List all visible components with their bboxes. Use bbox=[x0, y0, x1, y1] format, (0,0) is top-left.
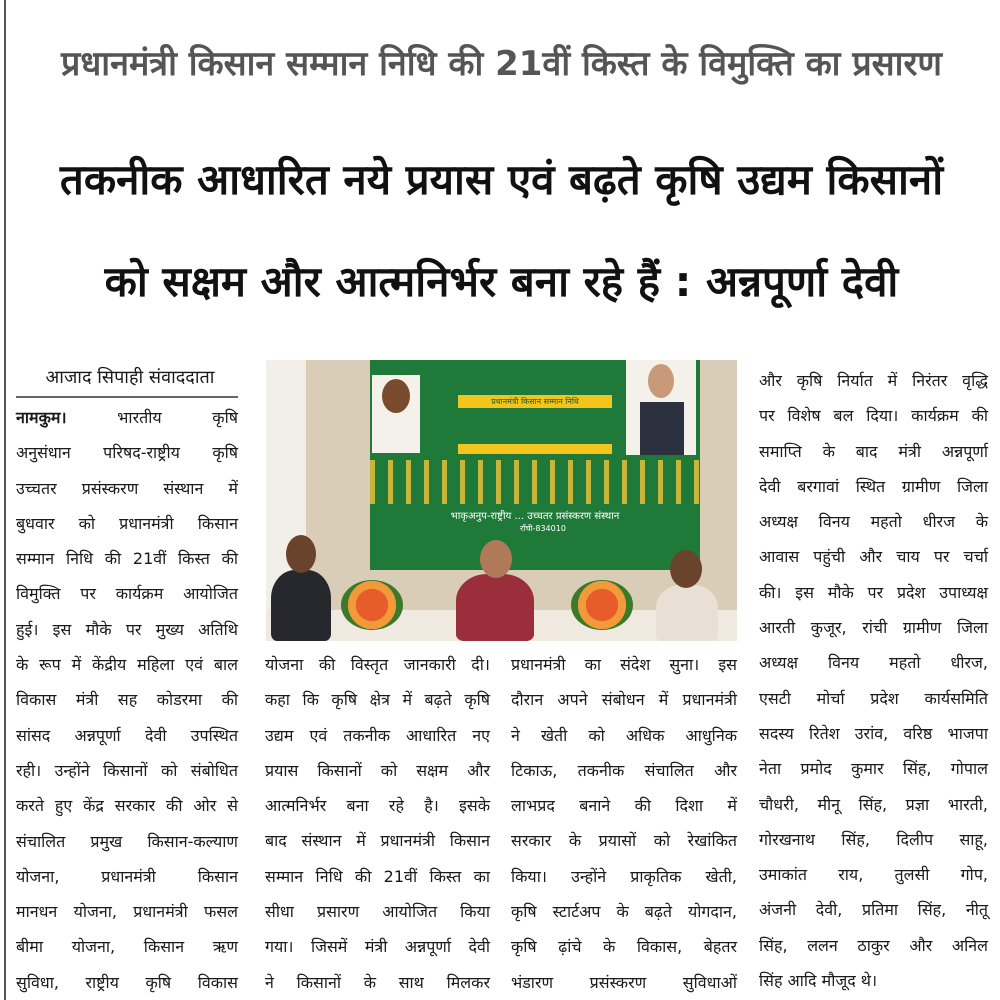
article-line: उद्यम एवं तकनीक आधारित नए bbox=[265, 725, 490, 745]
person-left bbox=[271, 570, 331, 641]
article-line: प्रधानमंत्री का संदेश सुना। इस bbox=[511, 655, 737, 674]
dateline: नामकुम। bbox=[16, 408, 67, 427]
article-line: की। इस मौके पर प्रदेश उपाध्यक्ष bbox=[759, 582, 988, 602]
article-line: योजना, प्रधानमंत्री किसान bbox=[16, 866, 238, 886]
article-text: भारतीय कृषि bbox=[66, 408, 238, 427]
article-line: गोरखनाथ सिंह, दिलीप साहू, bbox=[759, 829, 988, 849]
article-line: योजना की विस्तृत जानकारी दी। bbox=[265, 655, 490, 674]
article-column-4 bbox=[759, 363, 988, 998]
article-line: उमाकांत राय, तुलसी गोप, bbox=[759, 865, 988, 885]
headline-line-1: तकनीक आधारित नये प्रयास एवं बढ़ते कृषि उद्यम किसानों bbox=[59, 155, 944, 204]
article-line: लाभप्रद बनाने की दिशा में bbox=[511, 796, 737, 816]
article-line: सम्मान निधि की 21वीं किस्त की bbox=[16, 549, 238, 569]
article-line: संचालित प्रमुख किसान-कल्याण bbox=[16, 831, 238, 851]
article-line: रही। उन्होंने किसानों को संबोधित bbox=[16, 760, 238, 780]
article-line: सदस्य रितेश उरांव, वरिष्ठ भाजपा bbox=[759, 723, 988, 743]
photo-banner bbox=[370, 360, 700, 570]
article-line: विकास मंत्री सह कोडरमा की bbox=[16, 690, 238, 710]
wheat-graphic bbox=[370, 460, 700, 504]
article-line: और कृषि निर्यात में निरंतर वृद्धि bbox=[759, 371, 988, 390]
article-line: सीधा प्रसारण आयोजित किया bbox=[265, 902, 490, 922]
article-line: बीमा योजना, किसान ऋण bbox=[16, 937, 238, 957]
article-line: हुई। इस मौके पर मुख्य अतिथि bbox=[16, 619, 238, 639]
portrait-left bbox=[372, 375, 420, 453]
article-line: भंडारण प्रसंस्करण सुविधाओं bbox=[511, 972, 737, 992]
event-photo bbox=[266, 360, 737, 641]
column-rule bbox=[4, 0, 6, 1000]
article-line: नेता प्रमोद कुमार सिंह, गोपाल bbox=[759, 759, 988, 779]
person-center bbox=[456, 574, 534, 641]
article-line: सिंह, ललन ठाकुर और अनिल bbox=[759, 935, 988, 955]
article-line: कृषि ढ़ांचे के विकास, बेहतर bbox=[511, 937, 737, 957]
article-line: आत्मनिर्भर बना रहे है। इसके bbox=[265, 796, 490, 816]
article-line: आवास पहुंची और चाय पर चर्चा bbox=[759, 547, 988, 567]
article-line: देवी बरगावां स्थित ग्रामीण जिला bbox=[759, 476, 988, 496]
article-line: टिकाऊ, तकनीक संचालित और bbox=[511, 760, 737, 780]
article-line: मानधन योजना, प्रधानमंत्री फसल bbox=[16, 902, 238, 922]
byline-rule bbox=[16, 396, 238, 398]
article-line: के रूप में केंद्रीय महिला एवं बाल bbox=[16, 655, 238, 675]
banner-institute: भाकृअनुप-राष्ट्रीय ... उच्चतर प्रसंस्करण संस्थान bbox=[450, 511, 620, 522]
article-line: सरकार के प्रयासों को रेखांकित bbox=[511, 831, 737, 851]
kicker-headline: प्रधानमंत्री किसान सम्मान निधि की 21वीं किस्त के विमुक्ति का प्रसारण bbox=[61, 44, 942, 84]
article-line: चौधरी, मीनू सिंह, प्रज्ञा भारती, bbox=[759, 794, 988, 814]
article-line: बुधवार को प्रधानमंत्री किसान bbox=[16, 513, 238, 533]
article-line: समाप्ति के बाद मंत्री अन्नपूर्णा bbox=[759, 441, 988, 461]
article-line: अंजनी देवी, प्रतिमा सिंह, नीतू bbox=[759, 900, 988, 920]
article-line: ने खेती को अधिक आधुनिक bbox=[511, 725, 737, 745]
person-right bbox=[656, 585, 718, 641]
article-line: सुविधा, राष्ट्रीय कृषि विकास bbox=[16, 972, 238, 992]
article-line: कहा कि कृषि क्षेत्र में बढ़ते कृषि bbox=[265, 690, 490, 710]
article-line: ने किसानों के साथ मिलकर bbox=[265, 972, 490, 992]
article-line: सम्मान निधि की 21वीं किस्त का bbox=[265, 866, 490, 886]
byline: आजाद सिपाही संवाददाता bbox=[45, 367, 215, 388]
article-line: किया। उन्होंने प्राकृतिक खेती, bbox=[511, 866, 737, 886]
article-line: उच्चतर प्रसंस्करण संस्थान में bbox=[16, 478, 238, 498]
article-line: प्रयास किसानों को सक्षम और bbox=[265, 760, 490, 780]
article-column-3 bbox=[511, 647, 737, 1000]
article-column-1 bbox=[16, 400, 238, 1000]
portrait-right bbox=[626, 360, 696, 455]
article-line: अध्यक्ष विनय महतो धीरज, bbox=[759, 653, 988, 673]
article-line: अध्यक्ष विनय महतो धीरज के bbox=[759, 512, 988, 532]
article-line: अनुसंधान परिषद-राष्ट्रीय कृषि bbox=[16, 443, 238, 463]
article-line bbox=[16, 400, 238, 435]
article-line: सिंह आदि मौजूद थे। bbox=[759, 971, 878, 991]
article-line: बाद संस्थान में प्रधानमंत्री किसान bbox=[265, 831, 490, 851]
banner-pin: राँची-834010 bbox=[520, 524, 566, 533]
article-line: गया। जिसमें मंत्री अन्नपूर्णा देवी bbox=[265, 937, 490, 957]
article-line: करते हुए केंद्र सरकार की ओर से bbox=[16, 796, 238, 816]
flowers-right bbox=[571, 580, 633, 630]
article-line: आरती कुजूर, रांची ग्रामीण जिला bbox=[759, 618, 988, 638]
headline-line-2: को सक्षम और आत्मनिर्भर बना रहे हैं : अन्नपूर्णा देवी bbox=[104, 257, 899, 306]
article-line: पर विशेष बल दिया। कार्यक्रम की bbox=[759, 406, 988, 426]
article-line: सांसद अन्नपूर्णा देवी उपस्थित bbox=[16, 725, 238, 745]
banner-strip bbox=[458, 444, 612, 454]
banner-title: प्रधानमंत्री किसान सम्मान निधि bbox=[458, 395, 612, 408]
article-line: कृषि स्टार्टअप के बढ़ते योगदान, bbox=[511, 902, 737, 922]
article-line: दौरान अपने संबोधन में प्रधानमंत्री bbox=[511, 690, 737, 710]
article-line: एसटी मोर्चा प्रदेश कार्यसमिति bbox=[759, 688, 988, 708]
flowers-left bbox=[341, 580, 403, 630]
article-column-2 bbox=[265, 647, 490, 1000]
article-line: विमुक्ति पर कार्यक्रम आयोजित bbox=[16, 584, 238, 604]
